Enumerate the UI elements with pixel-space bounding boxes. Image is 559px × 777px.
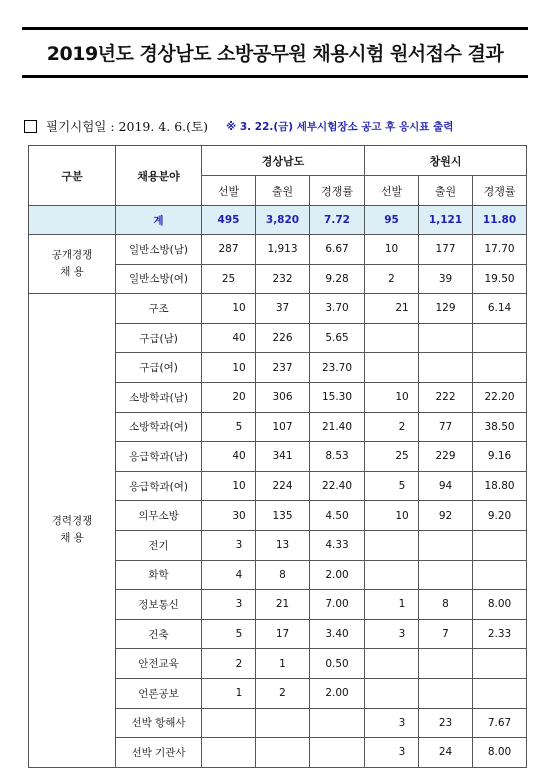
gn-ratio-cell: 15.30	[310, 382, 365, 412]
cw-apply-cell	[419, 678, 473, 708]
header-region-changwon: 창원시	[365, 146, 527, 176]
cw-ratio-cell	[473, 678, 527, 708]
gn-apply-cell: 37	[256, 294, 310, 324]
gn-select-cell: 25	[202, 264, 256, 294]
gn-select-cell: 10	[202, 294, 256, 324]
page-title: 2019년도 경상남도 소방공무원 채용시험 원서접수 결과	[46, 43, 504, 65]
cw-ratio-cell	[473, 323, 527, 353]
gn-select-cell: 2	[202, 649, 256, 679]
header-gn-ratio: 경쟁률	[310, 176, 365, 206]
cw-ratio-cell: 38.50	[473, 412, 527, 442]
gn-apply-cell: 306	[256, 382, 310, 412]
exam-date: 필기시험일 : 2019. 4. 6.(토)	[46, 119, 208, 134]
cw-ratio-cell	[473, 560, 527, 590]
category-cell: 공개경쟁 채 용	[29, 235, 116, 294]
cw-ratio-cell	[473, 530, 527, 560]
cw-select-cell	[365, 649, 419, 679]
gn-select-cell: 3	[202, 590, 256, 620]
field-cell: 응급학과(남)	[116, 442, 202, 472]
cw-ratio-cell: 7.67	[473, 708, 527, 738]
gn-apply-cell: 13	[256, 530, 310, 560]
gn-ratio-cell: 4.50	[310, 501, 365, 531]
gn-apply-cell: 107	[256, 412, 310, 442]
gn-ratio-cell: 22.40	[310, 471, 365, 501]
gn-ratio-cell: 2.00	[310, 560, 365, 590]
gn-apply-cell: 1	[256, 649, 310, 679]
field-cell: 언론공보	[116, 678, 202, 708]
cw-apply-cell: 23	[419, 708, 473, 738]
title-box	[22, 27, 528, 78]
gn-select-cell: 5	[202, 412, 256, 442]
cw-ratio-cell: 22.20	[473, 382, 527, 412]
gn-select-cell: 20	[202, 382, 256, 412]
gn-select-cell: 1	[202, 678, 256, 708]
cw-select-cell: 10	[365, 501, 419, 531]
field-cell: 선박 항해사	[116, 708, 202, 738]
cw-select-cell: 21	[365, 294, 419, 324]
field-cell: 일반소방(여)	[116, 264, 202, 294]
total-gn-select: 495	[202, 206, 256, 235]
total-gn-ratio: 7.72	[310, 206, 365, 235]
cw-ratio-cell: 18.80	[473, 471, 527, 501]
field-cell: 구급(남)	[116, 323, 202, 353]
cw-select-cell: 2	[365, 264, 419, 294]
cw-apply-cell: 39	[419, 264, 473, 294]
field-cell: 정보통신	[116, 590, 202, 620]
cw-apply-cell: 94	[419, 471, 473, 501]
notice-text: ※ 3. 22.(금) 세부시험장소 공고 후 응시표 출력	[225, 120, 454, 133]
cw-ratio-cell: 17.70	[473, 235, 527, 265]
gn-ratio-cell: 3.40	[310, 619, 365, 649]
cw-select-cell	[365, 323, 419, 353]
cw-select-cell: 25	[365, 442, 419, 472]
cw-select-cell: 5	[365, 471, 419, 501]
header-cw-ratio: 경쟁률	[473, 176, 527, 206]
gn-apply-cell: 17	[256, 619, 310, 649]
cw-ratio-cell: 8.00	[473, 590, 527, 620]
field-cell: 구조	[116, 294, 202, 324]
header-gn-apply: 출원	[256, 176, 310, 206]
cw-apply-cell	[419, 530, 473, 560]
cw-select-cell: 10	[365, 382, 419, 412]
field-cell: 선박 기관사	[116, 738, 202, 768]
total-cat-cell	[29, 206, 116, 235]
gn-apply-cell: 341	[256, 442, 310, 472]
cw-ratio-cell	[473, 353, 527, 383]
checkbox-icon	[24, 120, 37, 133]
cw-ratio-cell: 19.50	[473, 264, 527, 294]
field-cell: 화학	[116, 560, 202, 590]
gn-select-cell	[202, 708, 256, 738]
gn-ratio-cell	[310, 708, 365, 738]
gn-select-cell: 10	[202, 471, 256, 501]
gn-ratio-cell: 0.50	[310, 649, 365, 679]
gn-apply-cell	[256, 708, 310, 738]
header-region-gyeongnam: 경상남도	[202, 146, 365, 176]
gn-select-cell: 3	[202, 530, 256, 560]
cw-ratio-cell: 9.16	[473, 442, 527, 472]
cw-select-cell: 3	[365, 708, 419, 738]
gn-select-cell: 40	[202, 442, 256, 472]
exam-info-line	[24, 115, 530, 137]
gn-apply-cell	[256, 738, 310, 768]
field-cell: 응급학과(여)	[116, 471, 202, 501]
total-cw-select: 95	[365, 206, 419, 235]
gn-apply-cell: 224	[256, 471, 310, 501]
gn-select-cell: 10	[202, 353, 256, 383]
field-cell: 전기	[116, 530, 202, 560]
cw-apply-cell	[419, 649, 473, 679]
field-cell: 소방학과(여)	[116, 412, 202, 442]
gn-ratio-cell	[310, 738, 365, 768]
cw-select-cell: 3	[365, 738, 419, 768]
gn-ratio-cell: 7.00	[310, 590, 365, 620]
cw-apply-cell: 229	[419, 442, 473, 472]
cw-select-cell	[365, 678, 419, 708]
cw-ratio-cell	[473, 649, 527, 679]
cw-apply-cell	[419, 323, 473, 353]
total-row	[29, 206, 527, 235]
gn-select-cell: 287	[202, 235, 256, 265]
cw-apply-cell	[419, 560, 473, 590]
field-cell: 건축	[116, 619, 202, 649]
cw-select-cell	[365, 530, 419, 560]
gn-apply-cell: 21	[256, 590, 310, 620]
gn-apply-cell: 2	[256, 678, 310, 708]
cw-apply-cell: 92	[419, 501, 473, 531]
gn-apply-cell: 226	[256, 323, 310, 353]
cw-apply-cell: 129	[419, 294, 473, 324]
cw-apply-cell	[419, 353, 473, 383]
cw-ratio-cell: 2.33	[473, 619, 527, 649]
gn-ratio-cell: 5.65	[310, 323, 365, 353]
cw-select-cell: 3	[365, 619, 419, 649]
gn-select-cell: 5	[202, 619, 256, 649]
cw-select-cell	[365, 353, 419, 383]
gn-select-cell: 30	[202, 501, 256, 531]
field-cell: 소방학과(남)	[116, 382, 202, 412]
cw-apply-cell: 77	[419, 412, 473, 442]
gn-apply-cell: 135	[256, 501, 310, 531]
gn-apply-cell: 1,913	[256, 235, 310, 265]
gn-apply-cell: 8	[256, 560, 310, 590]
results-table	[28, 145, 527, 768]
gn-select-cell: 4	[202, 560, 256, 590]
field-cell: 구급(여)	[116, 353, 202, 383]
cw-apply-cell: 177	[419, 235, 473, 265]
header-gn-select: 선발	[202, 176, 256, 206]
table-row	[29, 235, 527, 265]
gn-ratio-cell: 4.33	[310, 530, 365, 560]
cw-apply-cell: 222	[419, 382, 473, 412]
cw-ratio-cell: 6.14	[473, 294, 527, 324]
cw-apply-cell: 24	[419, 738, 473, 768]
total-gn-apply: 3,820	[256, 206, 310, 235]
gn-ratio-cell: 23.70	[310, 353, 365, 383]
cw-apply-cell: 8	[419, 590, 473, 620]
gn-apply-cell: 237	[256, 353, 310, 383]
gn-select-cell: 40	[202, 323, 256, 353]
total-cw-apply: 1,121	[419, 206, 473, 235]
gn-ratio-cell: 2.00	[310, 678, 365, 708]
gn-apply-cell: 232	[256, 264, 310, 294]
gn-ratio-cell: 21.40	[310, 412, 365, 442]
header-cw-apply: 출원	[419, 176, 473, 206]
total-cw-ratio: 11.80	[473, 206, 527, 235]
cw-ratio-cell: 8.00	[473, 738, 527, 768]
cw-apply-cell: 7	[419, 619, 473, 649]
gn-ratio-cell: 8.53	[310, 442, 365, 472]
cw-select-cell: 1	[365, 590, 419, 620]
header-cw-select: 선발	[365, 176, 419, 206]
field-cell: 일반소방(남)	[116, 235, 202, 265]
header-category: 구분	[29, 146, 116, 206]
table-row	[29, 294, 527, 324]
field-cell: 안전교육	[116, 649, 202, 679]
header-field: 채용분야	[116, 146, 202, 206]
total-label: 계	[116, 206, 202, 235]
gn-select-cell	[202, 738, 256, 768]
gn-ratio-cell: 9.28	[310, 264, 365, 294]
cw-select-cell: 2	[365, 412, 419, 442]
gn-ratio-cell: 3.70	[310, 294, 365, 324]
cw-select-cell	[365, 560, 419, 590]
cw-ratio-cell: 9.20	[473, 501, 527, 531]
category-cell: 경력경쟁 채 용	[29, 294, 116, 768]
gn-ratio-cell: 6.67	[310, 235, 365, 265]
field-cell: 의무소방	[116, 501, 202, 531]
cw-select-cell: 10	[365, 235, 419, 265]
